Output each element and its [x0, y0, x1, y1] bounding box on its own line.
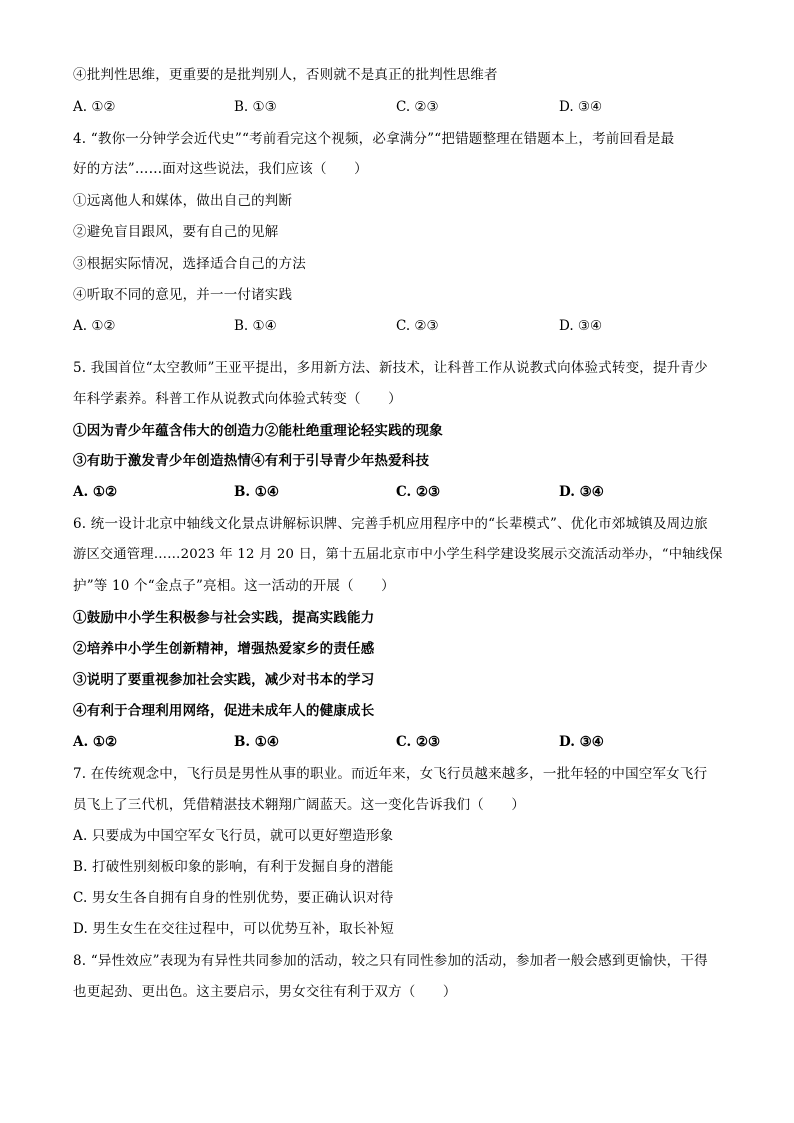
q5-option-b: B. ①④	[234, 484, 280, 500]
q5-option-d: D. ③④	[559, 484, 604, 500]
q5-statements-3-4: ③有助于激发青少年创造热情④有利于引导青少年热爱科技	[73, 453, 430, 469]
q4-statement-4: ④听取不同的意见，并一一付诸实践	[73, 287, 293, 303]
q4-option-b: B. ①④	[234, 318, 277, 334]
q8-stem-line-2: 也更起劲、更出色。这主要启示，男女交往有利于双方（ ）	[73, 984, 457, 1000]
q6-option-c: C. ②③	[396, 734, 441, 750]
q3-options	[73, 97, 723, 117]
q7-stem-line-2: 员飞上了三代机，凭借精湛技术翱翔广阔蓝天。这一变化告诉我们（ ）	[73, 797, 526, 813]
q6-statement-2: ②培养中小学生创新精神，增强热爱家乡的责任感	[73, 641, 375, 657]
q4-statement-1: ①远离他人和媒体，做出自己的判断	[73, 193, 293, 209]
q4-option-a: A. ①②	[73, 318, 116, 334]
q7-choice-c: C. 男女生各自拥有自身的性别优势，要正确认识对待	[73, 890, 394, 906]
q7-choice-b: B. 打破性别刻板印象的影响，有利于发掘自身的潜能	[73, 859, 394, 875]
q6-options	[73, 732, 723, 752]
q5-option-a: A. ①②	[73, 484, 118, 500]
q4-option-c: C. ②③	[396, 318, 439, 334]
q8-stem-line-1: 8. “异性效应”表现为有异性共同参加的活动，较之只有同性参加的活动，参加者一般会感到更愉快，干得	[73, 953, 708, 969]
q4-option-d: D. ③④	[559, 318, 603, 334]
q7-choice-d: D. 男生女生在交往过程中，可以优势互补，取长补短	[73, 921, 394, 937]
q6-statement-4: ④有利于合理利用网络，促进未成年人的健康成长	[73, 703, 375, 719]
q4-stem-line-2: 好的方法”……面对这些说法，我们应该（ ）	[73, 161, 368, 177]
q4-statement-2: ②避免盲目跟风，要有自己的见解	[73, 224, 279, 240]
q6-statement-3: ③说明了要重视参加社会实践，减少对书本的学习	[73, 672, 375, 688]
q3-option-b: B. ①③	[234, 99, 277, 115]
q5-option-c: C. ②③	[396, 484, 441, 500]
q6-statement-1: ①鼓励中小学生积极参与社会实践，提高实践能力	[73, 610, 375, 626]
q7-stem-line-1: 7. 在传统观念中，飞行员是男性从事的职业。而近年来，女飞行员越来越多，一批年轻的中国空军女飞行	[73, 766, 708, 782]
q4-statement-3: ③根据实际情况，选择适合自己的方法	[73, 256, 306, 272]
q3-option-d: D. ③④	[559, 99, 603, 115]
q6-option-d: D. ③④	[559, 734, 604, 750]
q6-stem-line-2: 游区交通管理……2023 年 12 月 20 日，第十五届北京市中小学生科学建设奖展示交流活动举办，“中轴线保	[73, 547, 723, 562]
q5-stem-line-1: 5. 我国首位“太空教师”王亚平提出，多用新方法、新技术，让科普工作从说教式向体验式转变，提升青少	[73, 360, 708, 376]
q5-statements-1-2: ①因为青少年蕴含伟大的创造力②能杜绝重理论轻实践的现象	[73, 423, 443, 439]
q6-stem-line-3: 护”等 10 个“金点子”亮相。这一活动的开展（ ）	[73, 578, 395, 594]
q7-choice-a: A. 只要成为中国空军女飞行员，就可以更好塑造形象	[73, 828, 394, 844]
q3-option-c: C. ②③	[396, 99, 439, 115]
q6-stem-line-1: 6. 统一设计北京中轴线文化景点讲解标识牌、完善手机应用程序中的“长辈模式”、优化市郊城镇及周边旅	[73, 516, 708, 532]
q3-statement-4: ④批判性思维，更重要的是批判别人，否则就不是真正的批判性思维者	[73, 67, 498, 83]
q4-stem-line-1: 4. “教你一分钟学会近代史”“考前看完这个视频，必拿满分”“把错题整理在错题本上，考前回看是最	[73, 131, 675, 147]
q3-option-a: A. ①②	[73, 99, 116, 115]
q6-option-a: A. ①②	[73, 734, 118, 750]
q4-options	[73, 316, 723, 336]
q5-options	[73, 482, 723, 502]
q6-option-b: B. ①④	[234, 734, 280, 750]
q5-stem-line-2: 年科学素养。科普工作从说教式向体验式转变（ ）	[73, 391, 402, 407]
